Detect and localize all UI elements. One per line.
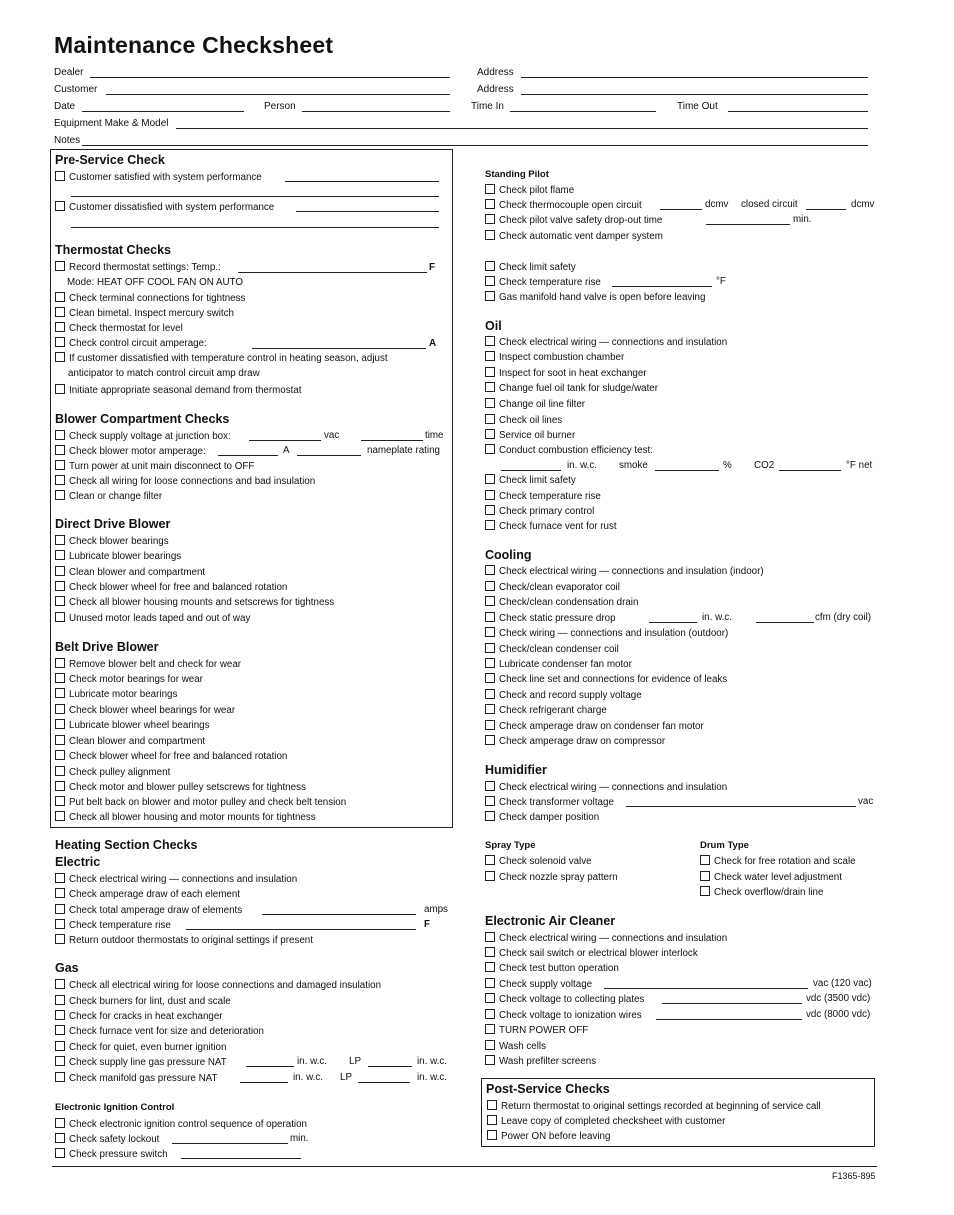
checkbox-item[interactable]: Check supply line gas pressure NAT: [55, 1056, 227, 1069]
fill-line[interactable]: [218, 455, 278, 456]
unit-label: vac: [858, 796, 874, 807]
closed-label: closed circuit: [741, 199, 798, 210]
address1-field[interactable]: [521, 77, 868, 78]
checkbox-item[interactable]: Check overflow/drain line: [700, 886, 823, 899]
equipment-label: Equipment Make & Model: [54, 118, 169, 129]
checkbox[interactable]: [485, 398, 495, 408]
dealer-field[interactable]: [90, 77, 450, 78]
checkbox-item[interactable]: Lubricate motor bearings: [55, 688, 177, 701]
checkbox[interactable]: [485, 565, 495, 575]
checkbox-item[interactable]: Lubricate blower wheel bearings: [55, 719, 210, 732]
checkbox[interactable]: [485, 871, 495, 881]
date-label: Date: [54, 101, 76, 112]
checkbox-item[interactable]: Remove blower belt and check for wear: [55, 658, 241, 671]
checkbox[interactable]: [485, 230, 495, 240]
lp-label: LP: [349, 1056, 361, 1067]
checkbox-item[interactable]: Check refrigerant charge: [485, 704, 607, 717]
checkbox-item[interactable]: Check for quiet, even burner ignition: [55, 1041, 226, 1054]
checkbox[interactable]: [485, 414, 495, 424]
checkbox[interactable]: [485, 781, 495, 791]
smoke-label: smoke: [619, 460, 648, 471]
checkbox-item[interactable]: Check temperature rise: [485, 276, 601, 289]
checkbox-item[interactable]: Check supply voltage at junction box:: [55, 430, 231, 443]
checkbox[interactable]: [485, 658, 495, 668]
unit-label: °F net: [846, 460, 873, 471]
checkbox-item[interactable]: Check electronic ignition control sequence of operation: [55, 1118, 307, 1131]
checkbox[interactable]: [55, 566, 65, 576]
unit-label: cfm (dry coil): [815, 612, 872, 623]
checkbox-item[interactable]: Inspect for soot in heat exchanger: [485, 367, 647, 380]
checkbox[interactable]: [55, 873, 65, 883]
unit-label: nameplate rating: [367, 445, 440, 456]
address1-label: Address: [477, 67, 514, 78]
checkbox[interactable]: [485, 735, 495, 745]
checkbox[interactable]: [485, 382, 495, 392]
checkbox-item[interactable]: Check electrical wiring — connections and insulation: [55, 873, 297, 886]
checkbox-item[interactable]: Check thermostat for level: [55, 322, 183, 335]
checkbox[interactable]: [485, 184, 495, 194]
checkbox[interactable]: [485, 429, 495, 439]
checkbox[interactable]: [55, 1133, 65, 1143]
unit-label: vac: [324, 430, 340, 441]
checkbox-item[interactable]: Check electrical wiring — connections and insulation: [485, 932, 727, 945]
checkbox-item[interactable]: Check transformer voltage: [485, 796, 614, 809]
checkbox-item[interactable]: Check/clean evaporator coil: [485, 581, 620, 594]
fill-line[interactable]: [285, 181, 439, 182]
checkbox-item[interactable]: Check test button operation: [485, 962, 619, 975]
checkbox[interactable]: [55, 1010, 65, 1020]
checkbox[interactable]: [700, 871, 710, 881]
blower-compartment-title: Blower Compartment Checks: [55, 412, 230, 426]
checkbox[interactable]: [485, 720, 495, 730]
unit-label: time: [425, 430, 444, 441]
checkbox[interactable]: [55, 673, 65, 683]
checkbox-item[interactable]: Service oil burner: [485, 429, 575, 442]
pre-service-title: Pre-Service Check: [55, 153, 165, 167]
checkbox[interactable]: [487, 1130, 497, 1140]
checkbox[interactable]: [485, 490, 495, 500]
checkbox[interactable]: [55, 688, 65, 698]
checkbox[interactable]: [55, 735, 65, 745]
checkbox[interactable]: [55, 1072, 65, 1082]
checkbox-item[interactable]: Check electrical wiring — connections and insulation (indoor): [485, 565, 764, 578]
unit-label: vac (120 vac): [813, 978, 872, 989]
checkbox-item[interactable]: Check all electrical wiring for loose connections and damaged insulation: [55, 979, 381, 992]
checkbox-item[interactable]: Inspect combustion chamber: [485, 351, 624, 364]
fill-line[interactable]: [361, 440, 423, 441]
dealer-label: Dealer: [54, 67, 84, 78]
checkbox[interactable]: [485, 811, 495, 821]
checkbox-item[interactable]: Check/clean condenser coil: [485, 643, 619, 656]
bottom-rule: [52, 1166, 877, 1167]
drum-type-title: Drum Type: [700, 840, 749, 851]
fill-line[interactable]: [240, 1082, 288, 1083]
checkbox[interactable]: [55, 888, 65, 898]
spray-type-title: Spray Type: [485, 840, 536, 851]
checkbox-item[interactable]: Customer dissatisfied with system performance: [55, 201, 274, 214]
checkbox[interactable]: [55, 445, 65, 455]
item-continuation: anticipator to match control circuit amp draw: [68, 368, 260, 379]
checkbox-item[interactable]: Check blower wheel for free and balanced rotation: [55, 750, 287, 763]
checkbox-item[interactable]: Check pulley alignment: [55, 766, 170, 779]
checkbox[interactable]: [485, 673, 495, 683]
co2-label: CO2: [754, 460, 775, 471]
checkbox[interactable]: [485, 367, 495, 377]
checkbox[interactable]: [485, 199, 495, 209]
checkbox-item[interactable]: Clean bimetal. Inspect mercury switch: [55, 307, 234, 320]
heating-title: Heating Section Checks: [55, 838, 198, 852]
time-in-label: Time In: [471, 101, 504, 112]
equipment-field[interactable]: [176, 128, 868, 129]
checkbox-item[interactable]: Check limit safety: [485, 261, 576, 274]
checkbox[interactable]: [485, 796, 495, 806]
unit-label: F: [429, 262, 435, 273]
belt-drive-title: Belt Drive Blower: [55, 640, 159, 654]
checkbox-item[interactable]: Customer satisfied with system performance: [55, 171, 262, 184]
checkbox[interactable]: [55, 658, 65, 668]
checkbox[interactable]: [55, 1118, 65, 1128]
checkbox-item[interactable]: Lubricate blower bearings: [55, 550, 181, 563]
checkbox-item[interactable]: Power ON before leaving: [487, 1130, 610, 1143]
unit-label: in. w.c.: [417, 1056, 447, 1067]
checkbox-item[interactable]: Check solenoid valve: [485, 855, 592, 868]
checkbox[interactable]: [55, 460, 65, 470]
mode-options: Mode: HEAT OFF COOL FAN ON AUTO: [67, 277, 244, 288]
checkbox[interactable]: [485, 336, 495, 346]
checkbox[interactable]: [485, 704, 495, 714]
unit-label: °F: [716, 276, 726, 287]
unit-label: in. w.c.: [417, 1072, 447, 1083]
checkbox[interactable]: [55, 919, 65, 929]
fill-line[interactable]: [626, 806, 856, 807]
checkbox-item[interactable]: Check supply voltage: [485, 978, 592, 991]
fill-line[interactable]: [297, 455, 361, 456]
checkbox[interactable]: [485, 474, 495, 484]
checkbox-item[interactable]: Check voltage to collecting plates: [485, 993, 644, 1006]
checkbox[interactable]: [55, 979, 65, 989]
fill-line[interactable]: [71, 196, 439, 197]
address2-field[interactable]: [521, 94, 868, 95]
checkbox-item[interactable]: Check nozzle spray pattern: [485, 871, 618, 884]
fill-line[interactable]: [252, 348, 426, 349]
checkbox[interactable]: [485, 214, 495, 224]
checkbox[interactable]: [55, 1025, 65, 1035]
checkbox-item[interactable]: Check blower wheel for free and balanced rotation: [55, 581, 287, 594]
fill-line[interactable]: [249, 440, 321, 441]
checkbox[interactable]: [485, 520, 495, 530]
checkbox[interactable]: [55, 596, 65, 606]
person-label: Person: [264, 101, 296, 112]
checkbox[interactable]: [487, 1115, 497, 1125]
checkbox[interactable]: [55, 781, 65, 791]
thermostat-title: Thermostat Checks: [55, 243, 172, 257]
checkbox[interactable]: [485, 261, 495, 271]
checkbox-item[interactable]: Check total amperage draw of elements: [55, 904, 242, 917]
lp-label: LP: [340, 1072, 352, 1083]
fill-line[interactable]: [612, 286, 712, 287]
checkbox-item[interactable]: Check amperage draw on condenser fan motor: [485, 720, 704, 733]
checkbox-item[interactable]: Wash cells: [485, 1040, 546, 1053]
checkbox-item[interactable]: Check burners for lint, dust and scale: [55, 995, 231, 1008]
checkbox-item[interactable]: Clean blower and compartment: [55, 735, 205, 748]
checkbox[interactable]: [55, 490, 65, 500]
date-field[interactable]: [82, 111, 244, 112]
checkbox[interactable]: [485, 581, 495, 591]
checkbox[interactable]: [485, 978, 495, 988]
checkbox[interactable]: [485, 627, 495, 637]
checkbox-item[interactable]: Check pilot flame: [485, 184, 574, 197]
checkbox-item[interactable]: Change oil line filter: [485, 398, 585, 411]
checkbox[interactable]: [485, 993, 495, 1003]
checkbox-item[interactable]: If customer dissatisfied with temperature control in heating season, adjust: [55, 352, 388, 365]
checkbox[interactable]: [485, 291, 495, 301]
checkbox-item[interactable]: Check electrical wiring — connections and insulation: [485, 781, 727, 794]
checkbox[interactable]: [55, 1148, 65, 1158]
checkbox-item[interactable]: Return thermostat to original settings recorded at beginning of service call: [487, 1100, 821, 1113]
checkbox[interactable]: [55, 995, 65, 1005]
checkbox[interactable]: [55, 475, 65, 485]
checkbox-item[interactable]: Check static pressure drop: [485, 612, 616, 625]
unit-label: %: [723, 460, 732, 471]
electric-title: Electric: [55, 855, 101, 869]
checkbox-item[interactable]: Check for free rotation and scale: [700, 855, 856, 868]
checkbox[interactable]: [55, 322, 65, 332]
checkbox[interactable]: [55, 719, 65, 729]
humidifier-title: Humidifier: [485, 763, 547, 777]
form-number: F1365-895: [832, 1171, 876, 1181]
eic-title: Electronic Ignition Control: [55, 1102, 175, 1113]
checkbox[interactable]: [55, 337, 65, 347]
checkbox-item[interactable]: Check primary control: [485, 505, 594, 518]
checkbox-item[interactable]: Check control circuit amperage:: [55, 337, 207, 350]
standing-pilot-title: Standing Pilot: [485, 169, 549, 180]
checkbox-item[interactable]: Check pilot valve safety drop-out time: [485, 214, 662, 227]
time-in-field[interactable]: [510, 111, 656, 112]
checkbox-item[interactable]: Check automatic vent damper system: [485, 230, 663, 243]
checkbox[interactable]: [485, 276, 495, 286]
checkbox-item[interactable]: Check temperature rise: [55, 919, 171, 932]
checkbox-item[interactable]: Check oil lines: [485, 414, 562, 427]
checkbox[interactable]: [485, 947, 495, 957]
fill-line[interactable]: [368, 1066, 412, 1067]
checkbox[interactable]: [55, 811, 65, 821]
checkbox-item[interactable]: Check motor and blower pulley setscrews for tightness: [55, 781, 306, 794]
checkbox[interactable]: [55, 612, 65, 622]
checkbox-item[interactable]: Check furnace vent for size and deterioration: [55, 1025, 264, 1038]
checkbox-item[interactable]: Wash prefilter screens: [485, 1055, 596, 1068]
checkbox-item[interactable]: Leave copy of completed checksheet with customer: [487, 1115, 725, 1128]
checkbox[interactable]: [485, 962, 495, 972]
checkbox-item[interactable]: Check blower bearings: [55, 535, 169, 548]
checkbox-item[interactable]: Record thermostat settings: Temp.:: [55, 261, 221, 274]
checkbox[interactable]: [700, 886, 710, 896]
checkbox-item[interactable]: Check/clean condensation drain: [485, 596, 638, 609]
unit-label: dcmv: [851, 199, 875, 210]
checkbox[interactable]: [55, 292, 65, 302]
checkbox[interactable]: [55, 307, 65, 317]
checkbox-item[interactable]: Check all wiring for loose connections and bad insulation: [55, 475, 315, 488]
checkbox-item[interactable]: Conduct combustion efficiency test:: [485, 444, 653, 457]
checkbox[interactable]: [485, 689, 495, 699]
fill-line[interactable]: [706, 224, 790, 225]
checkbox-item[interactable]: Check motor bearings for wear: [55, 673, 203, 686]
checkbox[interactable]: [485, 1055, 495, 1065]
post-service-title: Post-Service Checks: [486, 1082, 610, 1096]
checkbox[interactable]: [55, 201, 65, 211]
customer-field[interactable]: [106, 94, 450, 95]
fill-line[interactable]: [660, 209, 702, 210]
unit-label: min.: [793, 214, 812, 225]
checkbox[interactable]: [55, 796, 65, 806]
checkbox[interactable]: [485, 351, 495, 361]
direct-drive-title: Direct Drive Blower: [55, 517, 171, 531]
checkbox-item[interactable]: Lubricate condenser fan motor: [485, 658, 632, 671]
checkbox[interactable]: [55, 904, 65, 914]
time-out-field[interactable]: [728, 111, 868, 112]
checkbox-item[interactable]: Check furnace vent for rust: [485, 520, 617, 533]
fill-line[interactable]: [656, 1019, 802, 1020]
checkbox[interactable]: [485, 596, 495, 606]
checkbox-item[interactable]: Check damper position: [485, 811, 599, 824]
checkbox[interactable]: [700, 855, 710, 865]
unit-label: A: [429, 338, 437, 349]
page-title: Maintenance Checksheet: [54, 32, 334, 58]
checkbox[interactable]: [55, 1056, 65, 1066]
fill-line[interactable]: [604, 988, 808, 989]
checkbox[interactable]: [485, 855, 495, 865]
checkbox[interactable]: [485, 643, 495, 653]
checkbox-item[interactable]: Check all blower housing and motor mounts for tightness: [55, 811, 316, 824]
fill-line[interactable]: [186, 929, 416, 930]
fill-line[interactable]: [756, 622, 814, 623]
checkbox-item[interactable]: Check amperage draw of each element: [55, 888, 240, 901]
checkbox-item[interactable]: Return outdoor thermostats to original settings if present: [55, 934, 313, 947]
fill-line[interactable]: [806, 209, 846, 210]
fill-line[interactable]: [238, 272, 427, 273]
checkbox-item[interactable]: Initiate appropriate seasonal demand from thermostat: [55, 384, 302, 397]
unit-label: vdc (8000 vdc): [806, 1009, 871, 1020]
checkbox[interactable]: [55, 1041, 65, 1051]
unit-label: in. w.c.: [702, 612, 732, 623]
unit-label: in. w.c.: [293, 1072, 323, 1083]
checkbox-item[interactable]: Clean or change filter: [55, 490, 162, 503]
notes-label: Notes: [54, 135, 81, 146]
unit-label: in. w.c.: [297, 1056, 327, 1067]
checkbox[interactable]: [55, 550, 65, 560]
checkbox-item[interactable]: Clean blower and compartment: [55, 566, 205, 579]
checkbox-item[interactable]: Check water level adjustment: [700, 871, 842, 884]
time-out-label: Time Out: [677, 101, 718, 112]
unit-label: amps: [424, 904, 448, 915]
checkbox-item[interactable]: Check terminal connections for tightness: [55, 292, 245, 305]
unit-label: vdc (3500 vdc): [806, 993, 871, 1004]
unit-label: min.: [290, 1133, 309, 1144]
checkbox-item[interactable]: Turn power at unit main disconnect to OFF: [55, 460, 254, 473]
cooling-title: Cooling: [485, 548, 532, 562]
checkbox[interactable]: [55, 581, 65, 591]
checkbox[interactable]: [55, 766, 65, 776]
fill-line[interactable]: [246, 1066, 294, 1067]
checkbox-item[interactable]: Check manifold gas pressure NAT: [55, 1072, 217, 1085]
fill-line[interactable]: [662, 1003, 802, 1004]
address2-label: Address: [477, 84, 514, 95]
checkbox[interactable]: [55, 704, 65, 714]
checkbox[interactable]: [55, 261, 65, 271]
checkbox-item[interactable]: Check blower wheel bearings for wear: [55, 704, 235, 717]
checkbox-item[interactable]: TURN POWER OFF: [485, 1024, 588, 1037]
checkbox-item[interactable]: Change fuel oil tank for sludge/water: [485, 382, 658, 395]
customer-label: Customer: [54, 84, 98, 95]
checkbox-item[interactable]: Check amperage draw on compressor: [485, 735, 665, 748]
checkbox-item[interactable]: Check all blower housing mounts and setscrews for tightness: [55, 596, 334, 609]
fill-line[interactable]: [779, 470, 841, 471]
checkbox[interactable]: [55, 750, 65, 760]
checkbox-item[interactable]: Check thermocouple open circuit: [485, 199, 642, 212]
unit-label: dcmv: [705, 199, 729, 210]
fill-line[interactable]: [358, 1082, 410, 1083]
checkbox-item[interactable]: Check for cracks in heat exchanger: [55, 1010, 223, 1023]
checkbox[interactable]: [55, 535, 65, 545]
checkbox-item[interactable]: Gas manifold hand valve is open before leaving: [485, 291, 705, 304]
checkbox[interactable]: [55, 171, 65, 181]
fill-line[interactable]: [181, 1158, 301, 1159]
checkbox[interactable]: [55, 934, 65, 944]
checkbox[interactable]: [485, 612, 495, 622]
checkbox[interactable]: [55, 430, 65, 440]
checkbox[interactable]: [55, 384, 65, 394]
fill-line[interactable]: [649, 622, 697, 623]
checkbox-item[interactable]: Check temperature rise: [485, 490, 601, 503]
unit-label: in. w.c.: [567, 460, 597, 471]
checkbox-item[interactable]: Check wiring — connections and insulation (outdoor): [485, 627, 728, 640]
checkbox-item[interactable]: Check voltage to ionization wires: [485, 1009, 642, 1022]
unit-label: F: [424, 919, 430, 930]
checkbox-item[interactable]: Check limit safety: [485, 474, 576, 487]
gas-title: Gas: [55, 961, 79, 975]
fill-line[interactable]: [71, 227, 439, 228]
checkbox[interactable]: [485, 932, 495, 942]
checkbox-item[interactable]: Unused motor leads taped and out of way: [55, 612, 250, 625]
checkbox-item[interactable]: Check electrical wiring — connections and insulation: [485, 336, 727, 349]
checkbox[interactable]: [487, 1100, 497, 1110]
fill-line[interactable]: [501, 470, 561, 471]
fill-line[interactable]: [172, 1143, 288, 1144]
fill-line[interactable]: [262, 914, 416, 915]
checkbox[interactable]: [485, 1040, 495, 1050]
eac-title: Electronic Air Cleaner: [485, 914, 616, 928]
checkbox-item[interactable]: Check line set and connections for evidence of leaks: [485, 673, 727, 686]
checkbox[interactable]: [485, 505, 495, 515]
checkbox-item[interactable]: Check sail switch or electrical blower interlock: [485, 947, 698, 960]
fill-line[interactable]: [296, 211, 439, 212]
person-field[interactable]: [302, 111, 450, 112]
checkbox-item[interactable]: Check pressure switch: [55, 1148, 168, 1161]
unit-label: A: [283, 445, 290, 456]
checkbox[interactable]: [55, 352, 65, 362]
checkbox-item[interactable]: Check blower motor amperage:: [55, 445, 206, 458]
fill-line[interactable]: [655, 470, 719, 471]
oil-title: Oil: [485, 319, 502, 333]
checkbox-item[interactable]: Check and record supply voltage: [485, 689, 642, 702]
checkbox-item[interactable]: Check safety lockout: [55, 1133, 159, 1146]
notes-field[interactable]: [82, 145, 868, 146]
checkbox[interactable]: [485, 1024, 495, 1034]
checkbox[interactable]: [485, 1009, 495, 1019]
checkbox[interactable]: [485, 444, 495, 454]
checkbox-item[interactable]: Put belt back on blower and motor pulley and check belt tension: [55, 796, 346, 809]
